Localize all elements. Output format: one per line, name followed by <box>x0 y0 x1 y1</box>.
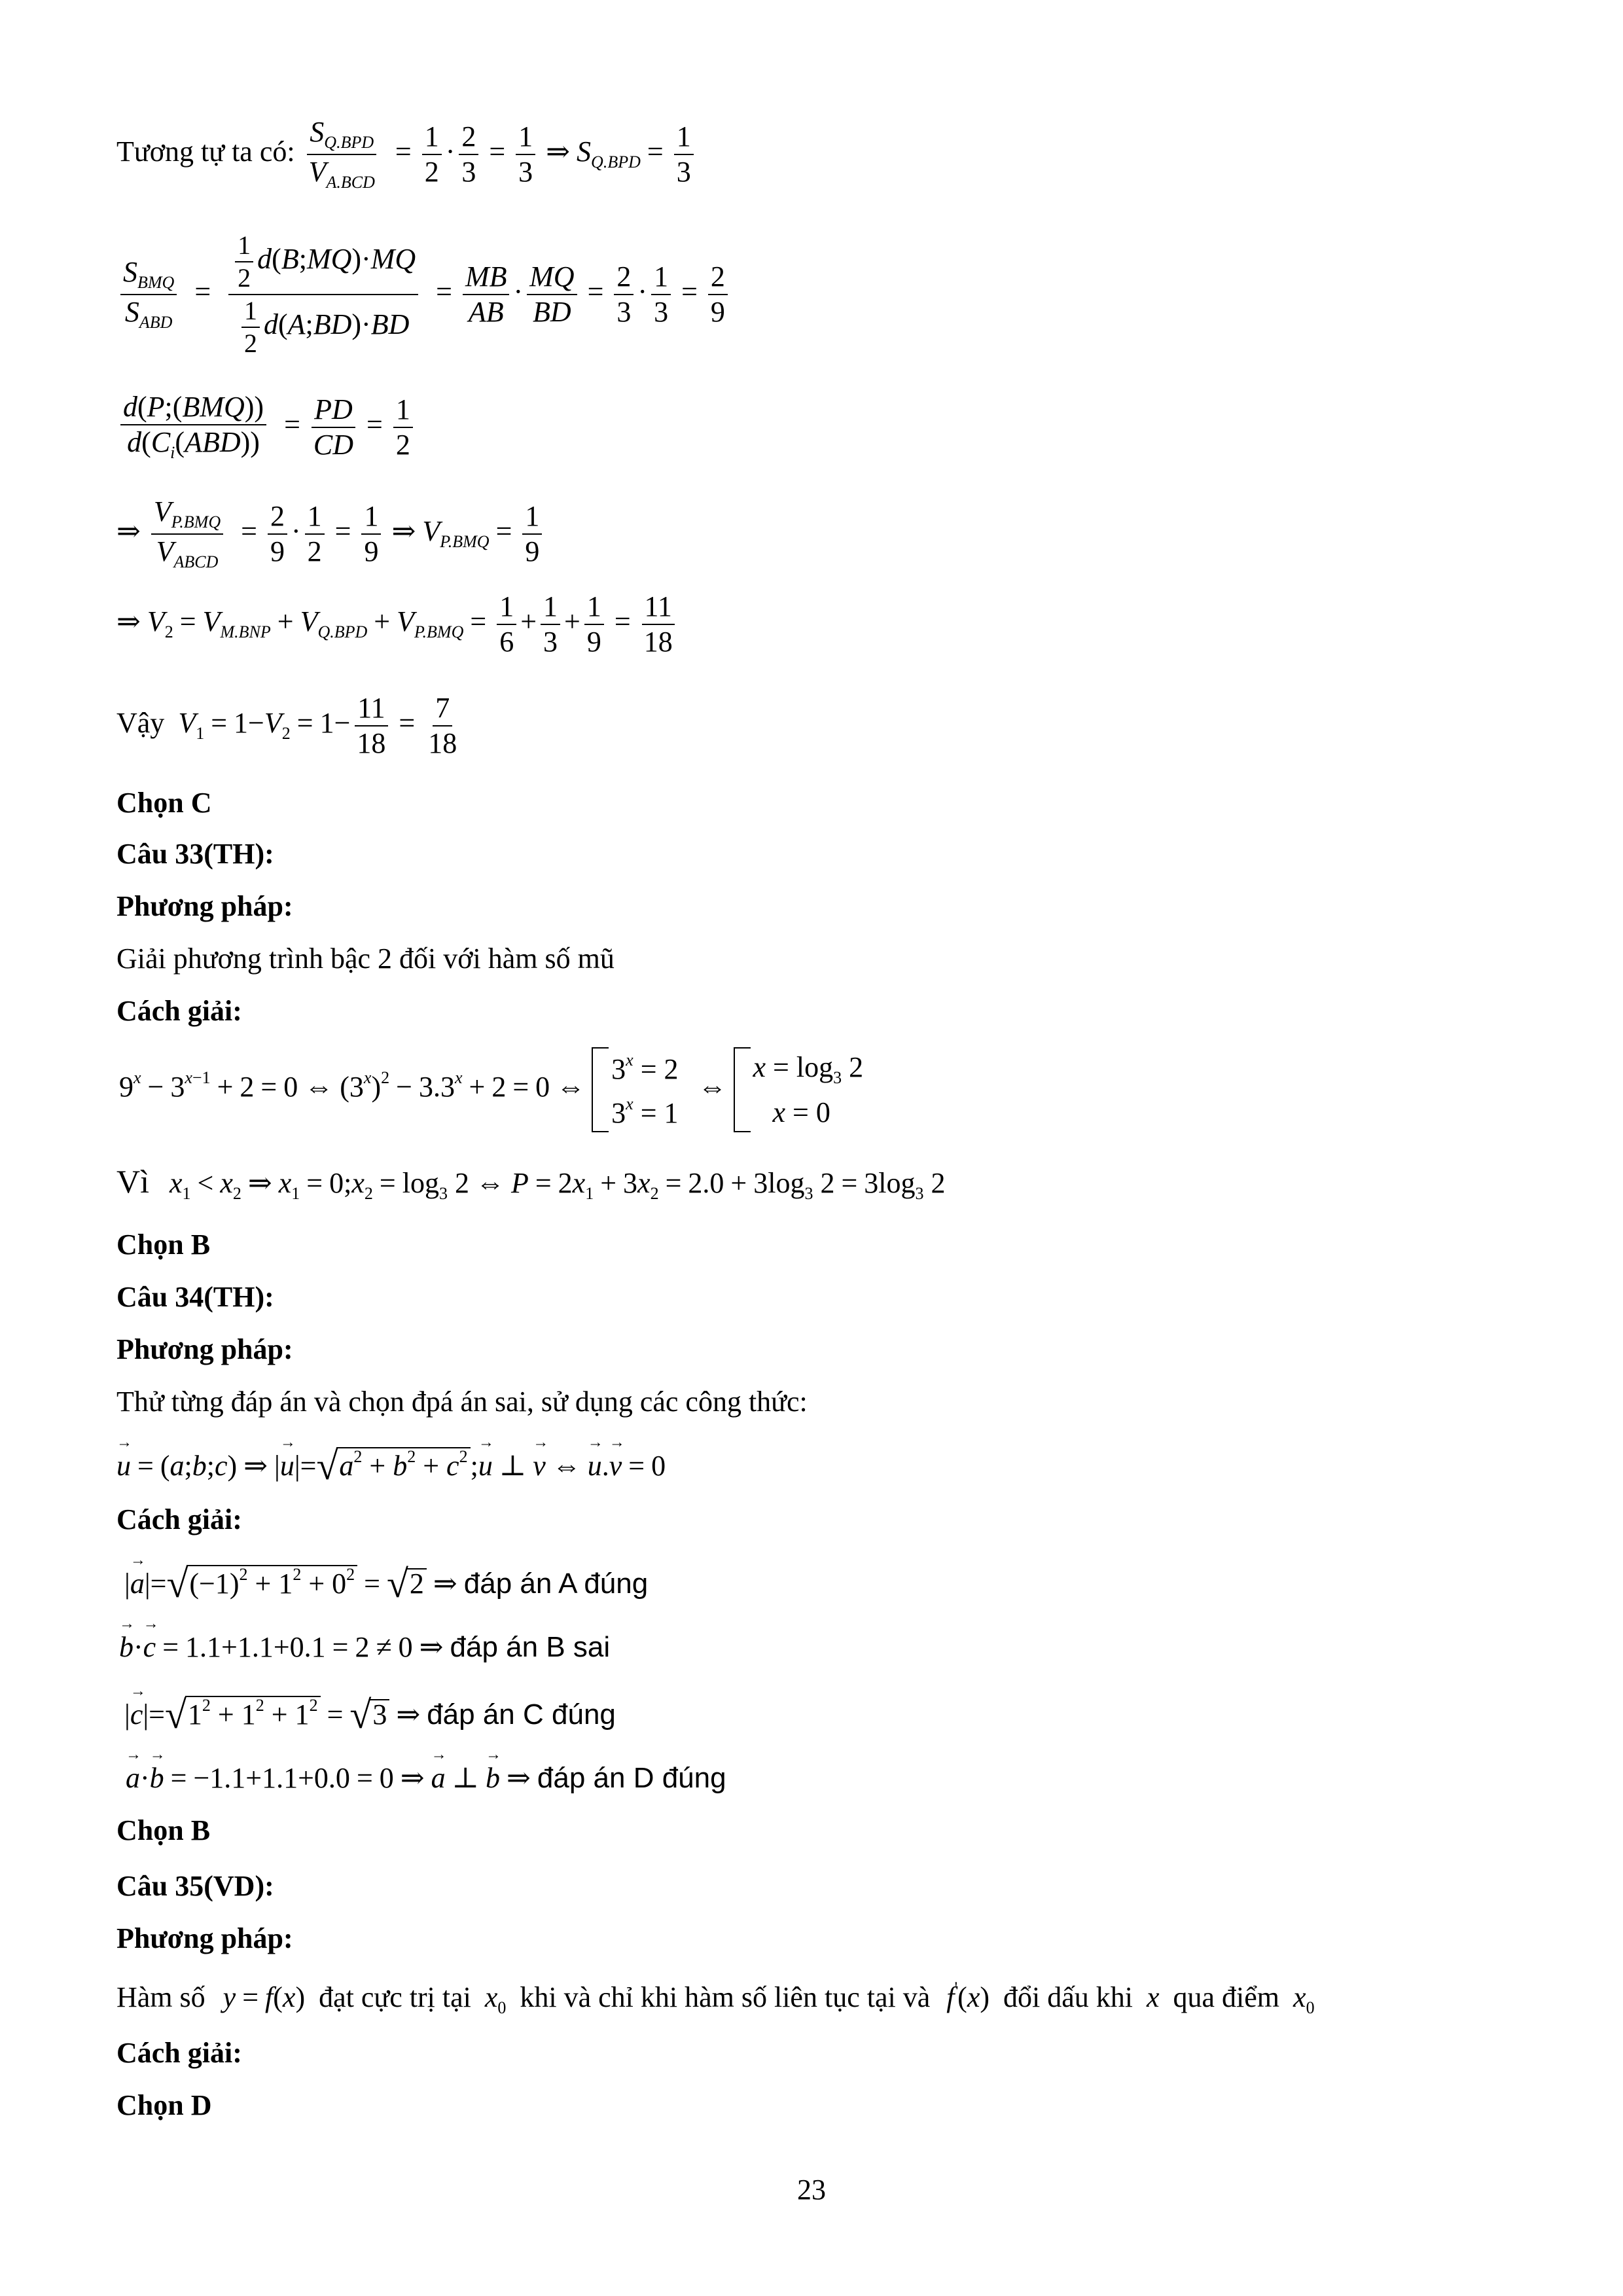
q35-text-4: đổi dấu khi <box>1003 1981 1133 2013</box>
q33-method-label: Phương pháp: <box>116 890 293 922</box>
q34-b-text: đáp án B sai <box>450 1631 611 1663</box>
q34-check-b: → b·→ c = 1.1+1.1+0.1 = 2 ≠ 0 ⇒ đáp án B sai <box>119 1633 610 1662</box>
choose-b-1: Chọn B <box>116 1229 211 1261</box>
line-v1: Vậy $V_1 = 1-V_2 = 1-$ $\frac{11}{18}$ = $\frac{7}{18}$ <box>116 692 457 759</box>
q35-text-3: khi và chỉ khi hàm số liên tục tại và <box>520 1981 931 2013</box>
q35-method-text: Hàm số y = f(x) đạt cực trị tại $x_0$ khi và chỉ khi hàm số liên tục tại và f'(x) đổi dấu khi x qua điểm $x_0$ <box>116 1979 1315 2017</box>
q34-c-text: đáp án C đúng <box>427 1698 616 1731</box>
q34-check-c: |→ $c|=√1^2 + 1^2 + 1^2 = √3$ ⇒ đáp án C đúng <box>124 1695 616 1734</box>
page-number: 23 <box>797 2174 826 2206</box>
q35-title: Câu 35(VD): <box>116 1870 274 1902</box>
line-sbmq-ratio: $\frac{S_{BMQ}}{S_{ABD}}$ = $\frac{1}{2}$ d(B;MQ)·MQ $\frac{1}{2}$ d(A;BD)·BD = $\frac{MB}{AB}$ · $\frac{MQ}{BD}$ = $\frac{2}{3}$ · $\frac{1}{3}$ = $\frac{2}{9}$ <box>116 232 732 357</box>
q34-title: Câu 34(TH): <box>116 1281 274 1313</box>
q35-method-label: Phương pháp: <box>116 1922 293 1954</box>
fraction: $\frac{S_{Q.BPD}}{V_{A.BCD}}$ <box>306 118 378 191</box>
line-v2: ⇒ $V_2 = V_{M.BNP} + V_{Q.BPD} + V_{P.BMQ}$ = $\frac{1}{6}$ + $\frac{1}{3}$ + $\frac{1}{9}$ = $\frac{11}{18}$ <box>116 592 679 656</box>
choose-b-2: Chọn B <box>116 1814 211 1846</box>
q34-solution-label: Cách giải: <box>116 1503 242 1535</box>
q34-check-a: |→ $a|=√(-1)^2 + 1^2 + 0^2 = √2$ ⇒ đáp án A đúng <box>124 1564 648 1604</box>
q33-method-text: Giải phương trình bậc 2 đối với hàm số mũ <box>116 942 615 975</box>
q34-formula: → u = (a;b;c) ⇒ |→ $u|=√a^2 + b^2$ + $c^2;\to u$ ⊥→ v ⇔→ u.→ v = 0 <box>116 1446 666 1486</box>
q34-d-text: đáp án D đúng <box>537 1762 726 1794</box>
q34-check-d: → a·→ b = −1.1+1.1+0.0 = 0 ⇒→ a ⊥→ b ⇒ đáp án D đúng <box>126 1764 726 1793</box>
vi-label: Vì <box>116 1163 149 1200</box>
choose-c: Chọn C <box>116 787 212 819</box>
q33-conclusion: Vì $x_1 < x_2$ ⇒ $x_1$ = $0;x_2 = \log_3 2$ ⇔ $P = 2x_1 + 3x_2 = 2.0 + 3\log_3$ $2 = 3\log_3$ 2 <box>116 1163 946 1203</box>
q34-a-text: đáp án A đúng <box>463 1568 649 1600</box>
q33-solution-label: Cách giải: <box>116 995 242 1027</box>
vay-label: Vậy <box>116 707 165 740</box>
q35-text-5: qua điểm <box>1173 1981 1280 2013</box>
q34-method-text: Thử từng đáp án và chọn đpá án sai, sử dụng các công thức: <box>116 1386 808 1418</box>
choose-d: Chọn D <box>116 2089 212 2121</box>
q33-title: Câu 33(TH): <box>116 838 274 870</box>
q34-method-label: Phương pháp: <box>116 1333 293 1365</box>
line-vpbmq: ⇒ $\frac{V_{P.BMQ}}{V_{ABCD}}$ = $\frac{2}{9}$ · $\frac{1}{2}$ = $\frac{1}{9}$ ⇒ $V_{P.BMQ}$ = $\frac{1}{9}$ <box>116 497 546 571</box>
line-distance-ratio: $\frac{\text{d(P;(BMQ))}}{d(C_i(ABD))}$ = $\frac{PD}{CD}$ = $\frac{1}{2}$ <box>116 393 417 461</box>
q35-text-1: Hàm số <box>116 1981 205 2013</box>
q33-equation: $9^x - 3^{x-1} + 2 = 0$ ⇔ $(3^x)^2 - 3.3^x + 2 = 0$ ⇔ $3^x = 2$ $3^x = 1$ ⇔ $x = \log_3 2$ x = 0 <box>119 1047 863 1132</box>
intro-label: Tương tự ta có: <box>116 135 295 168</box>
q35-text-2: đạt cực trị tại <box>319 1981 471 2013</box>
line-similar: Tương tự ta có: $\frac{S_{Q.BPD}}{V_{A.BCD}}$ = $\frac{1}{2}$ · $\frac{2}{3}$ = $\frac{1}{3}$ ⇒ $S_{Q.BPD}$ = $\frac{1}{3}$ <box>116 118 698 191</box>
q35-solution-label: Cách giải: <box>116 2037 242 2069</box>
